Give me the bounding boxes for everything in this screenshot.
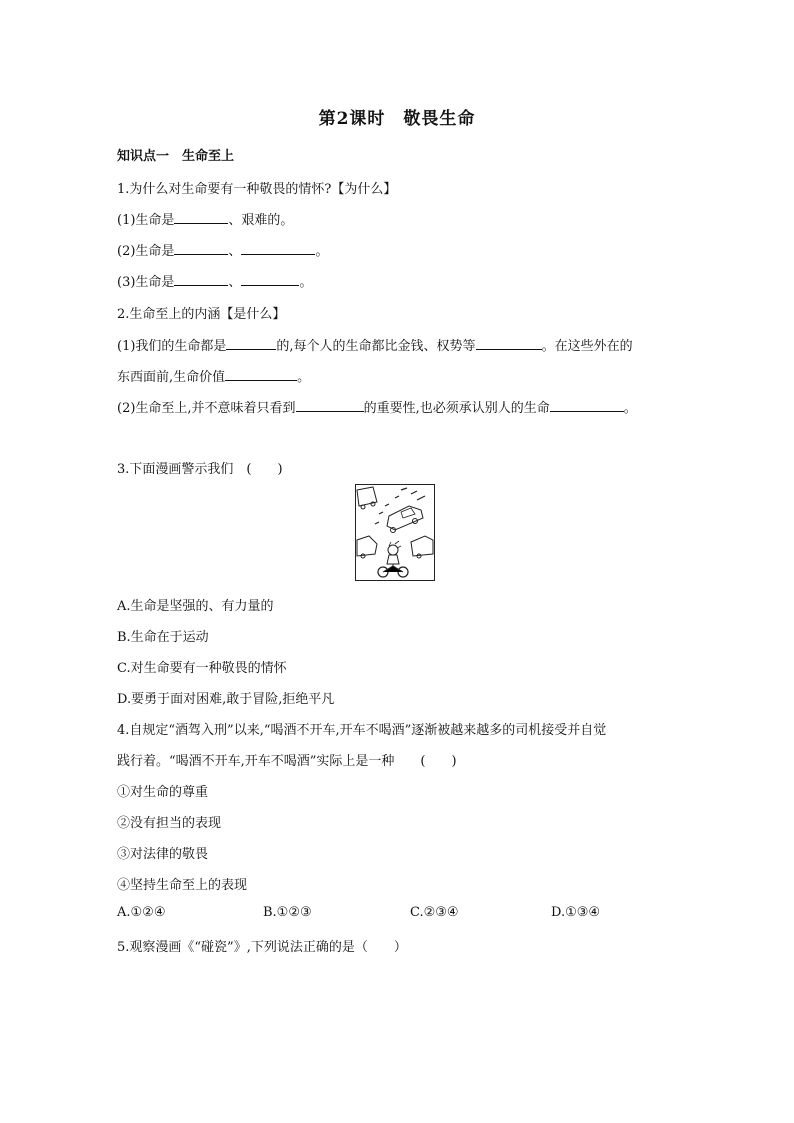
answer-blank[interactable] xyxy=(226,337,276,350)
q4-stem-line-1: 4.自规定“酒驾入刑”以来,“喝酒不开车,开车不喝酒”逐渐被越来越多的司机接受并自觉 xyxy=(117,723,607,738)
q2-item-1-line-1: (1)我们的生命都是 的,每个人的生命都比金钱、权势等 。在这些外在的 xyxy=(117,339,633,354)
q4-option-d[interactable]: D.①③④ xyxy=(551,905,601,920)
q1-item-3: (3)生命是 、 。 xyxy=(117,275,313,290)
q4-statement-1: ①对生命的尊重 xyxy=(117,785,209,800)
q4-statement-2: ②没有担当的表现 xyxy=(117,816,222,831)
traffic-cartoon-image xyxy=(355,484,435,581)
q5-stem: 5.观察漫画《“碰瓷”》,下列说法正确的是（ ） xyxy=(117,940,407,955)
q4-option-c[interactable]: C.②③④ xyxy=(410,905,459,920)
q3-stem: 3.下面漫画警示我们 ( ) xyxy=(117,462,283,477)
answer-blank[interactable] xyxy=(241,273,299,286)
answer-blank[interactable] xyxy=(550,399,624,412)
q1-stem: 1.为什么对生命要有一种敬畏的情怀?【为什么】 xyxy=(117,182,397,197)
q4-option-a[interactable]: A.①②④ xyxy=(117,905,166,920)
answer-blank[interactable] xyxy=(296,399,364,412)
q3-option-b[interactable]: B.生命在于运动 xyxy=(117,630,209,645)
answer-blank[interactable] xyxy=(225,368,297,381)
q3-option-a[interactable]: A.生命是坚强的、有力量的 xyxy=(117,599,274,614)
answer-blank[interactable] xyxy=(174,211,228,224)
q1-item-1: (1)生命是 、艰难的。 xyxy=(117,213,294,228)
answer-blank[interactable] xyxy=(174,273,228,286)
q4-statement-4: ④坚持生命至上的表现 xyxy=(117,878,248,893)
q2-item-2: (2)生命至上,并不意味着只看到 的重要性,也必须承认别人的生命 。 xyxy=(117,401,637,416)
answer-blank[interactable] xyxy=(174,242,228,255)
answer-blank[interactable] xyxy=(241,242,315,255)
q3-option-c[interactable]: C.对生命要有一种敬畏的情怀 xyxy=(117,661,287,676)
q4-stem-line-2: 践行着。“喝酒不开车,开车不喝酒”实际上是一种 ( ) xyxy=(117,754,457,769)
q3-option-d[interactable]: D.要勇于面对困难,敢于冒险,拒绝平凡 xyxy=(117,692,335,707)
q1-item-2: (2)生命是 、 。 xyxy=(117,244,329,259)
page-title: 第2课时 敬畏生命 xyxy=(318,109,476,129)
q2-item-1-line-2: 东西面前,生命价值 。 xyxy=(117,370,311,385)
q2-stem: 2.生命至上的内涵【是什么】 xyxy=(117,307,286,322)
q4-option-b[interactable]: B.①②③ xyxy=(263,905,312,920)
q4-statement-3: ③对法律的敬畏 xyxy=(117,847,209,862)
knowledge-point-heading: 知识点一 生命至上 xyxy=(117,149,235,164)
answer-blank[interactable] xyxy=(476,337,542,350)
